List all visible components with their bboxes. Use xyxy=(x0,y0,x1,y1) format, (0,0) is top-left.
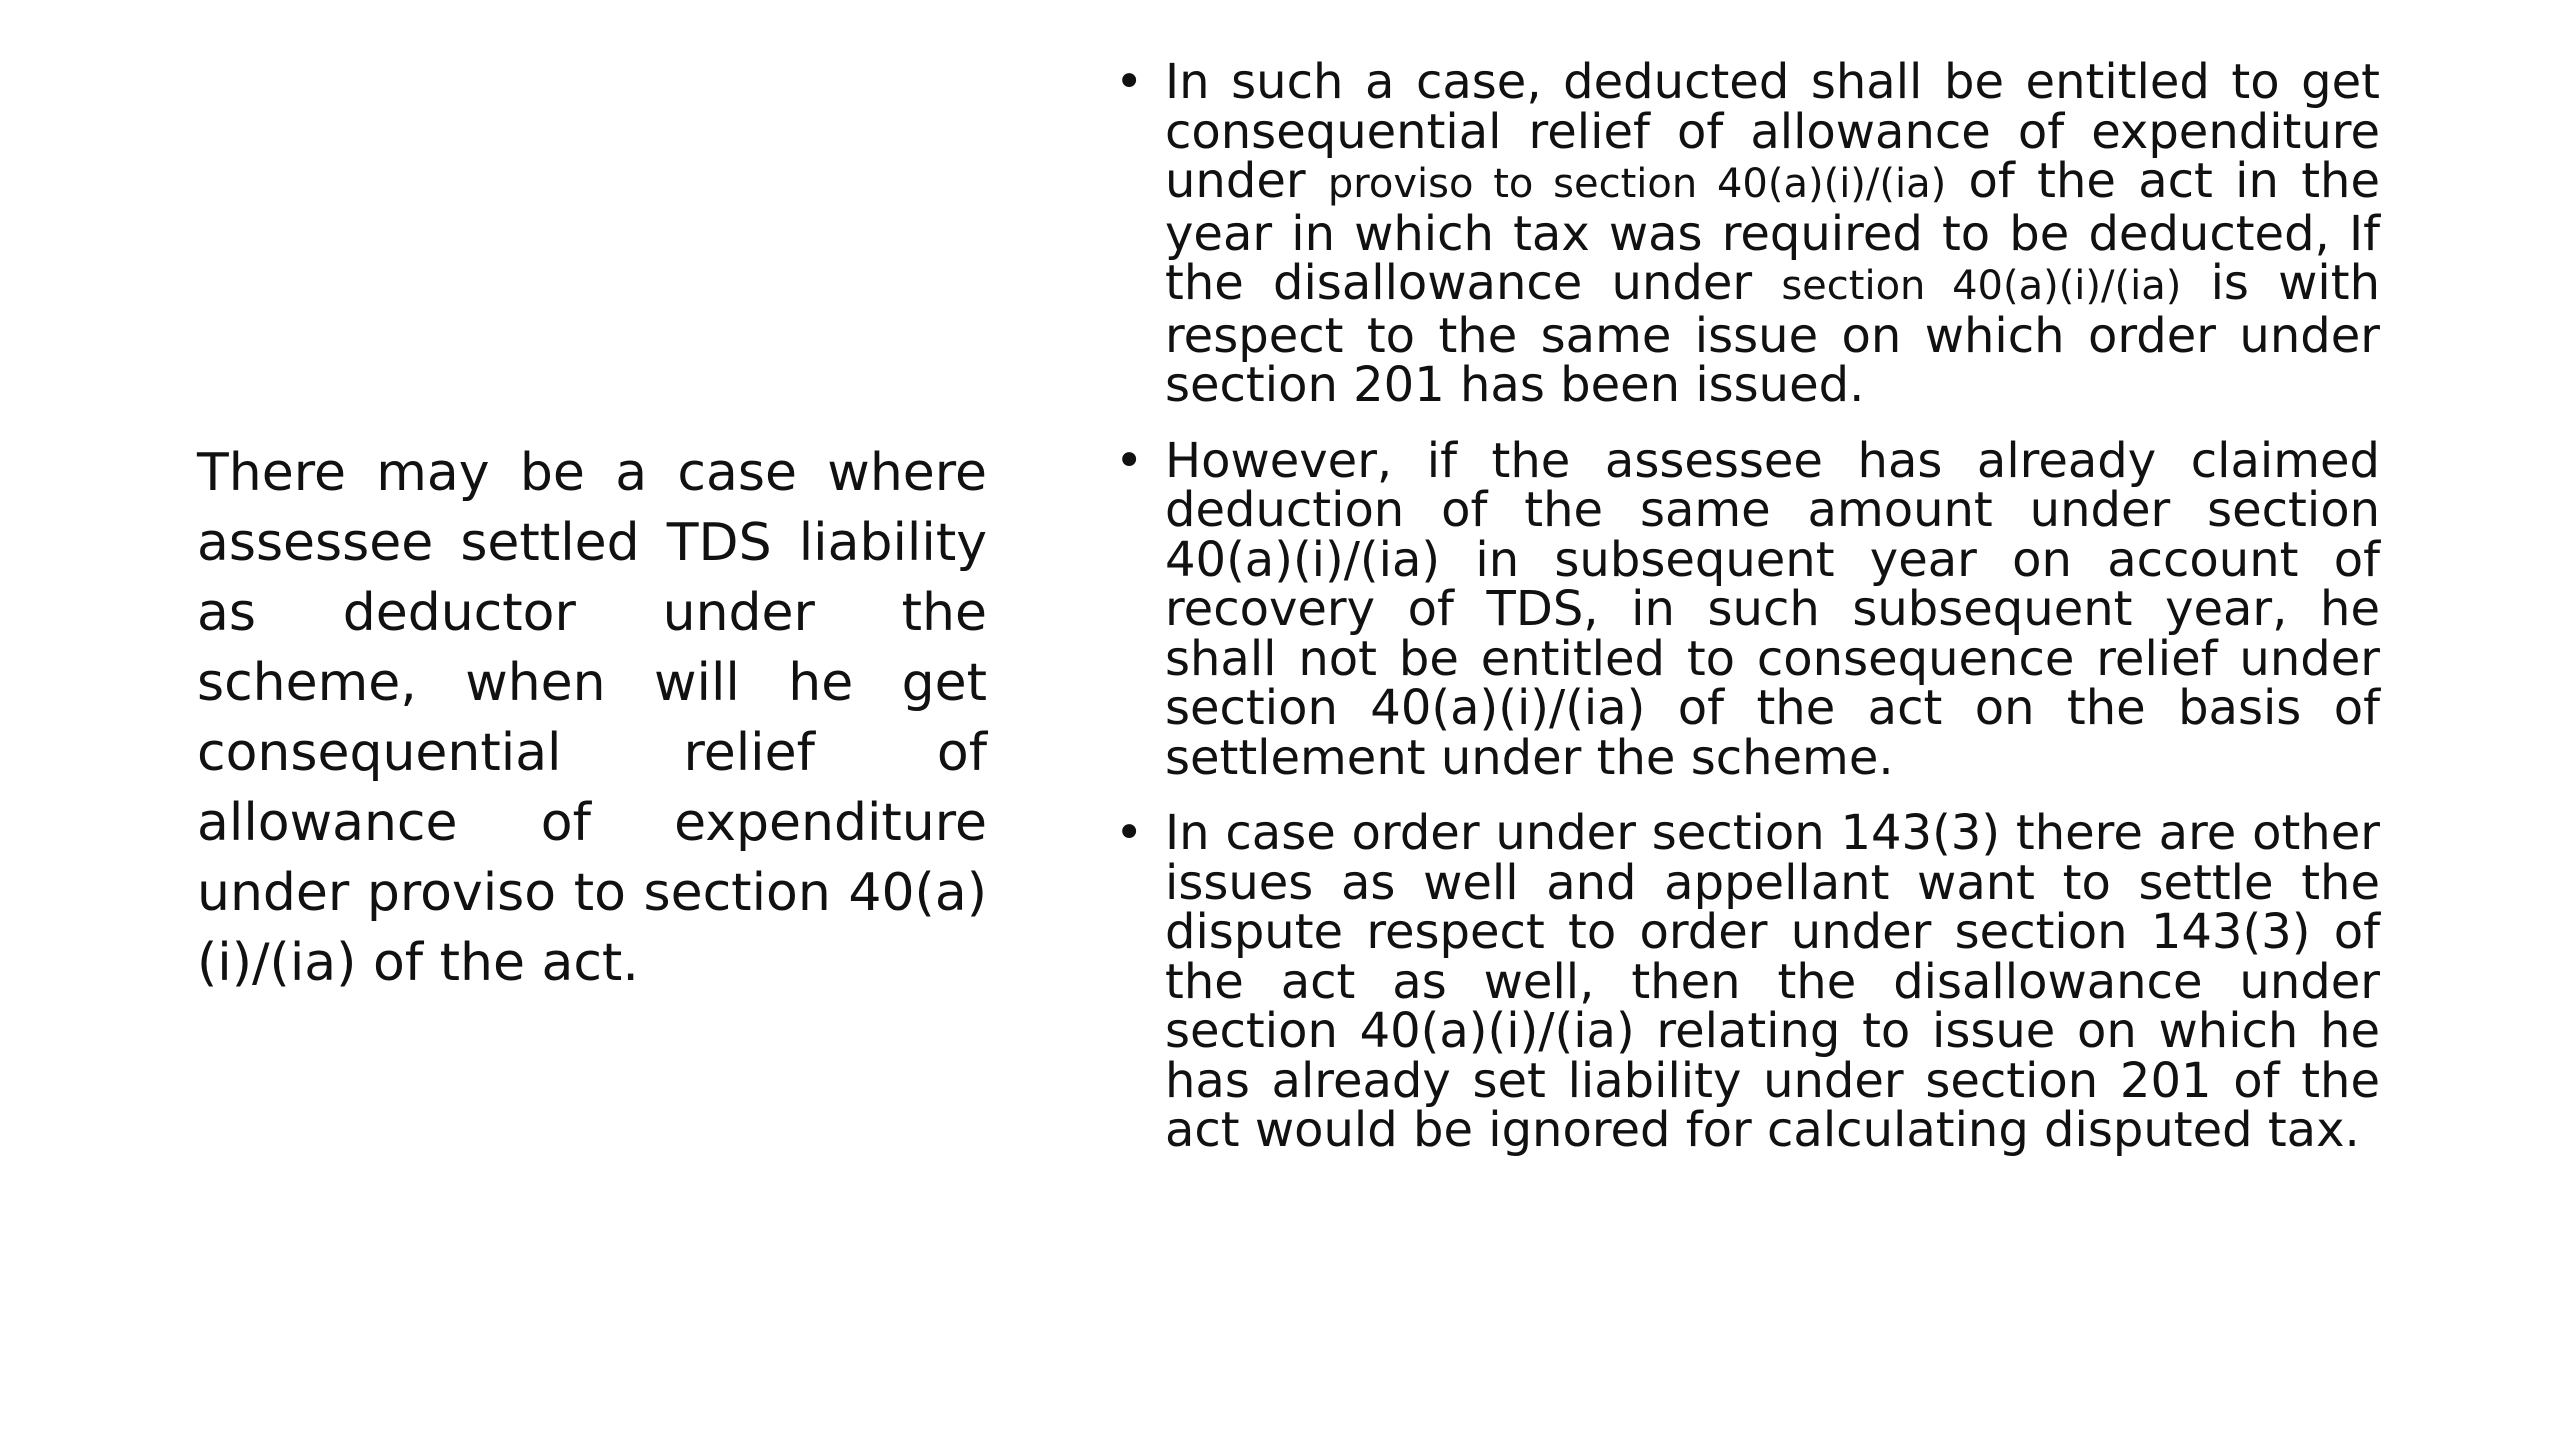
bullet-2-text: However, if the assessee has already claimed deduction of the same amount under section 40(a)(i)/(ia) in subsequent year on account of recovery of TDS, in such subsequent year, he shall not be entitled to consequence relief under section 40(a)(i)/(ia) of the act on the basis of settlement under the scheme. xyxy=(1165,432,2380,786)
bullet-1-text-part-2: proviso to section 40(a)(i)/(ia) xyxy=(1327,161,1947,207)
answer-bullet-list xyxy=(1115,54,2381,1182)
bullet-marker: • xyxy=(1115,805,1144,861)
bullet-1-text-part-5: is with respect to the same issue on which order under section 201 has been issued. xyxy=(1165,255,2380,413)
bullet-1-text-part-1: In such a case, deducted shall be entitled to get consequential relief of allowance of expenditure under xyxy=(1165,54,2380,209)
bullet-item-3 xyxy=(1115,805,2380,1158)
question-text: There may be a case where assessee settled TDS liability as deductor under the scheme, when will he get consequential relief of allowance of expenditure under proviso to section 40(a)(i)/(ia) of the act. xyxy=(197,443,987,993)
bullet-3-text: In case order under section 143(3) there are other issues as well and appellant want to settle the dispute respect to order under section 143(3) of the act as well, then the disallowance under section 40(a)(i)/(ia) relating to issue on which he has already set liability under section 201 of the act would be ignored for calculating disputed tax. xyxy=(1165,805,2380,1158)
bullet-1-text-part-4: section 40(a)(i)/(ia) xyxy=(1781,263,2182,309)
bullet-item-1 xyxy=(1115,54,2381,413)
bullet-marker: • xyxy=(1115,54,1144,110)
bullet-1-text-part-3: of the act in the year in which tax was required to be deducted, If the disallowance under xyxy=(1165,153,2381,311)
bullet-item-2 xyxy=(1115,432,2380,786)
bullet-marker: • xyxy=(1115,432,1144,489)
